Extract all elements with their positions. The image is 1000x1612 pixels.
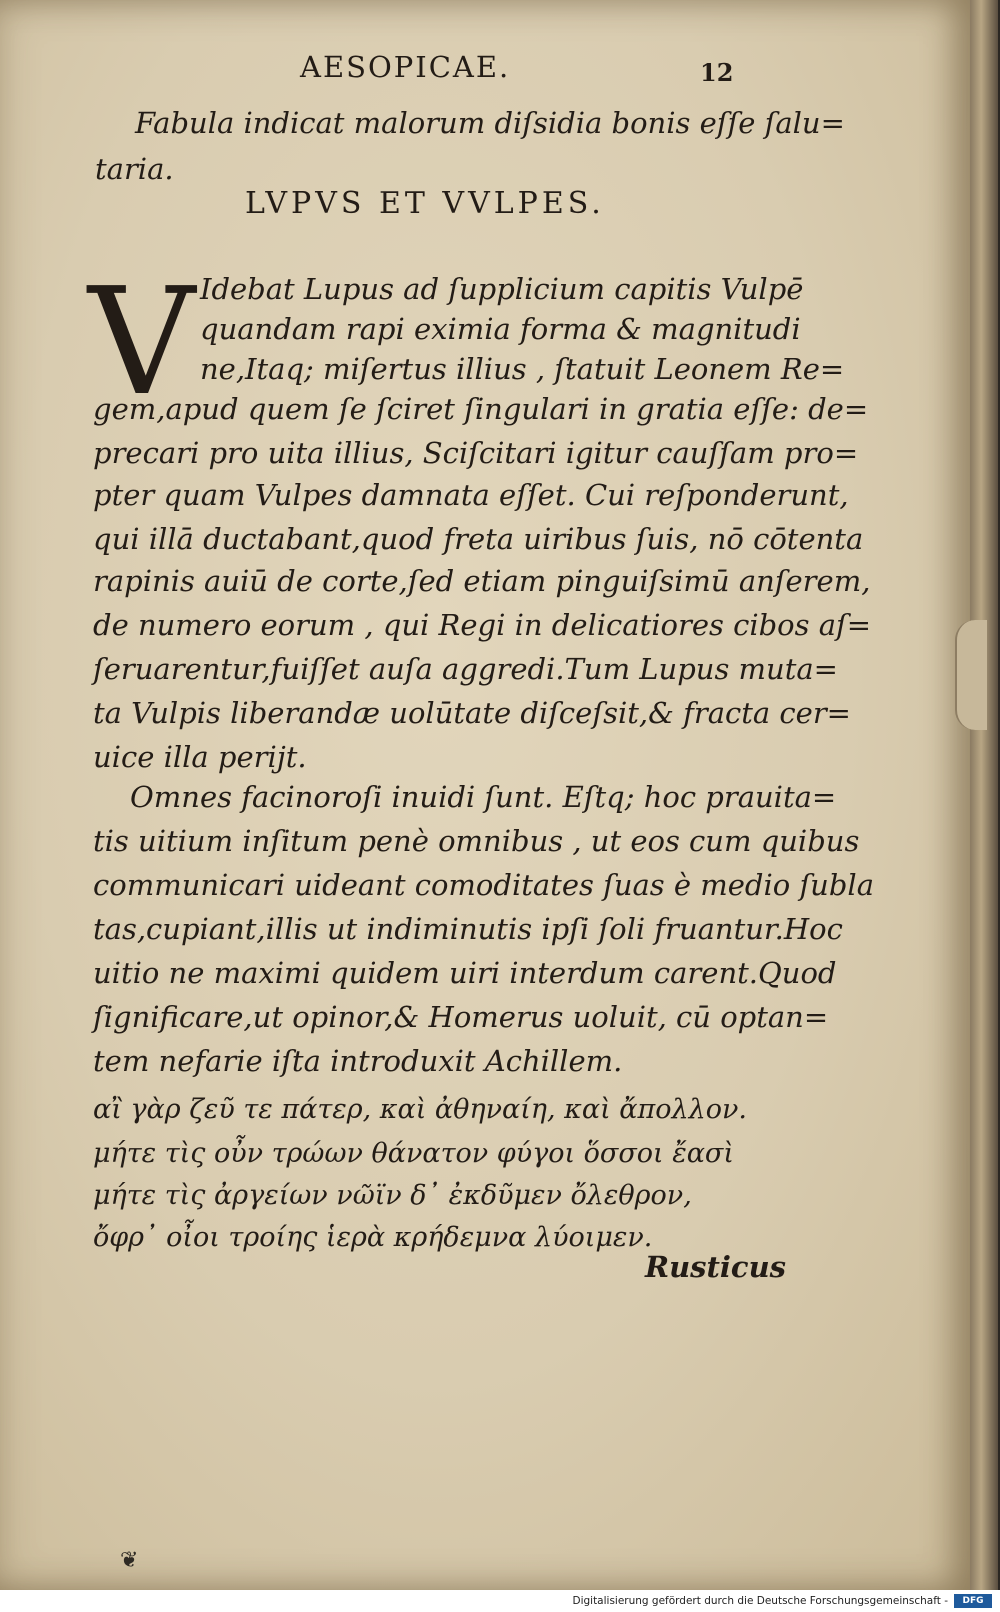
dfg-logo: DFG <box>954 1594 992 1608</box>
body-line: ſeruarentur,fuiſſet auſa aggredi.Tum Lupus muta= <box>93 652 838 686</box>
footer-bar <box>0 1590 1000 1612</box>
body-line: tem nefarie iſta introduxit Achillem. <box>93 1044 623 1078</box>
body-line: rapinis auiū de corte,ſed etiam pinguiſsimū anſerem, <box>93 564 871 598</box>
intro-line: Fabula indicat malorum diſsidia bonis eſſe ſalu= <box>135 106 845 140</box>
page-tab <box>955 620 987 730</box>
ornament-mark: ❦ <box>120 1548 139 1573</box>
body-line: Idebat Lupus ad ſupplicium capitis Vulpē <box>200 272 804 306</box>
greek-verse: αἲ γὰρ ζεῦ τε πάτερ, καὶ ἀθηναίη, καὶ ἄπολλον. <box>93 1094 747 1125</box>
body-line: ſignificare,ut opinor,& Homerus uoluit, cū optan= <box>93 1000 829 1034</box>
body-line: ta Vulpis liberandæ uolūtate diſceſsit,& fracta cer= <box>93 696 851 730</box>
body-line: communicari uideant comoditates ſuas è medio ſubla <box>93 868 874 902</box>
intro-line: taria. <box>95 152 174 186</box>
catchword: Rusticus <box>645 1250 786 1284</box>
greek-verse: μήτε τὶς οὖν τρώων θάνατον φύγοι ὅσσοι ἔασὶ <box>93 1138 734 1169</box>
body-line: precari pro uita illius, Sciſcitari igitur cauſſam pro= <box>93 436 859 470</box>
body-line: ne,Itaq; miſertus illius , ſtatuit Leonem Re= <box>200 352 845 386</box>
body-line: uitio ne maximi quidem uiri interdum carent.Quod <box>93 956 837 990</box>
body-line: uice illa perijt. <box>93 740 307 774</box>
page-edge <box>970 0 998 1590</box>
footer-credit: Digitalisierung gefördert durch die Deutsche Forschungsgemeinschaft - <box>572 1595 948 1607</box>
greek-verse: ὄφρ᾽ οἶοι τροίης ἱερὰ κρήδεμνα λύοιμεν. <box>93 1222 653 1253</box>
body-line: tis uitium inſitum penè omnibus , ut eos cum quibus <box>93 824 860 858</box>
body-line: tas,cupiant,illis ut indiminutis ipſi ſoli fruantur.Hoc <box>93 912 843 946</box>
body-line: pter quam Vulpes damnata eſſet. Cui reſponderunt, <box>93 478 849 512</box>
body-line: quandam rapi eximia forma & magnitudi <box>200 312 801 346</box>
body-line: de numero eorum , qui Regi in delicatiores cibos aſ= <box>93 608 872 642</box>
fable-title: LVPVS ET VVLPES. <box>245 186 605 221</box>
page-number: 12 <box>700 58 734 87</box>
body-line: gem,apud quem ſe ſciret ſingulari in gratia eſſe: de= <box>93 392 869 426</box>
running-title: AESOPICAE. <box>300 50 511 84</box>
body-line: Omnes facinoroſi inuidi ſunt. Eſtq; hoc prauita= <box>130 780 837 814</box>
body-line: qui illā ductabant,quod freta uiribus ſuis, nō cōtenta <box>93 522 864 556</box>
drop-cap: V <box>88 256 195 428</box>
greek-verse: μήτε τὶς ἀργείων νῶϊν δ᾽ ἐκδῦμεν ὄλεθρον, <box>93 1180 692 1211</box>
